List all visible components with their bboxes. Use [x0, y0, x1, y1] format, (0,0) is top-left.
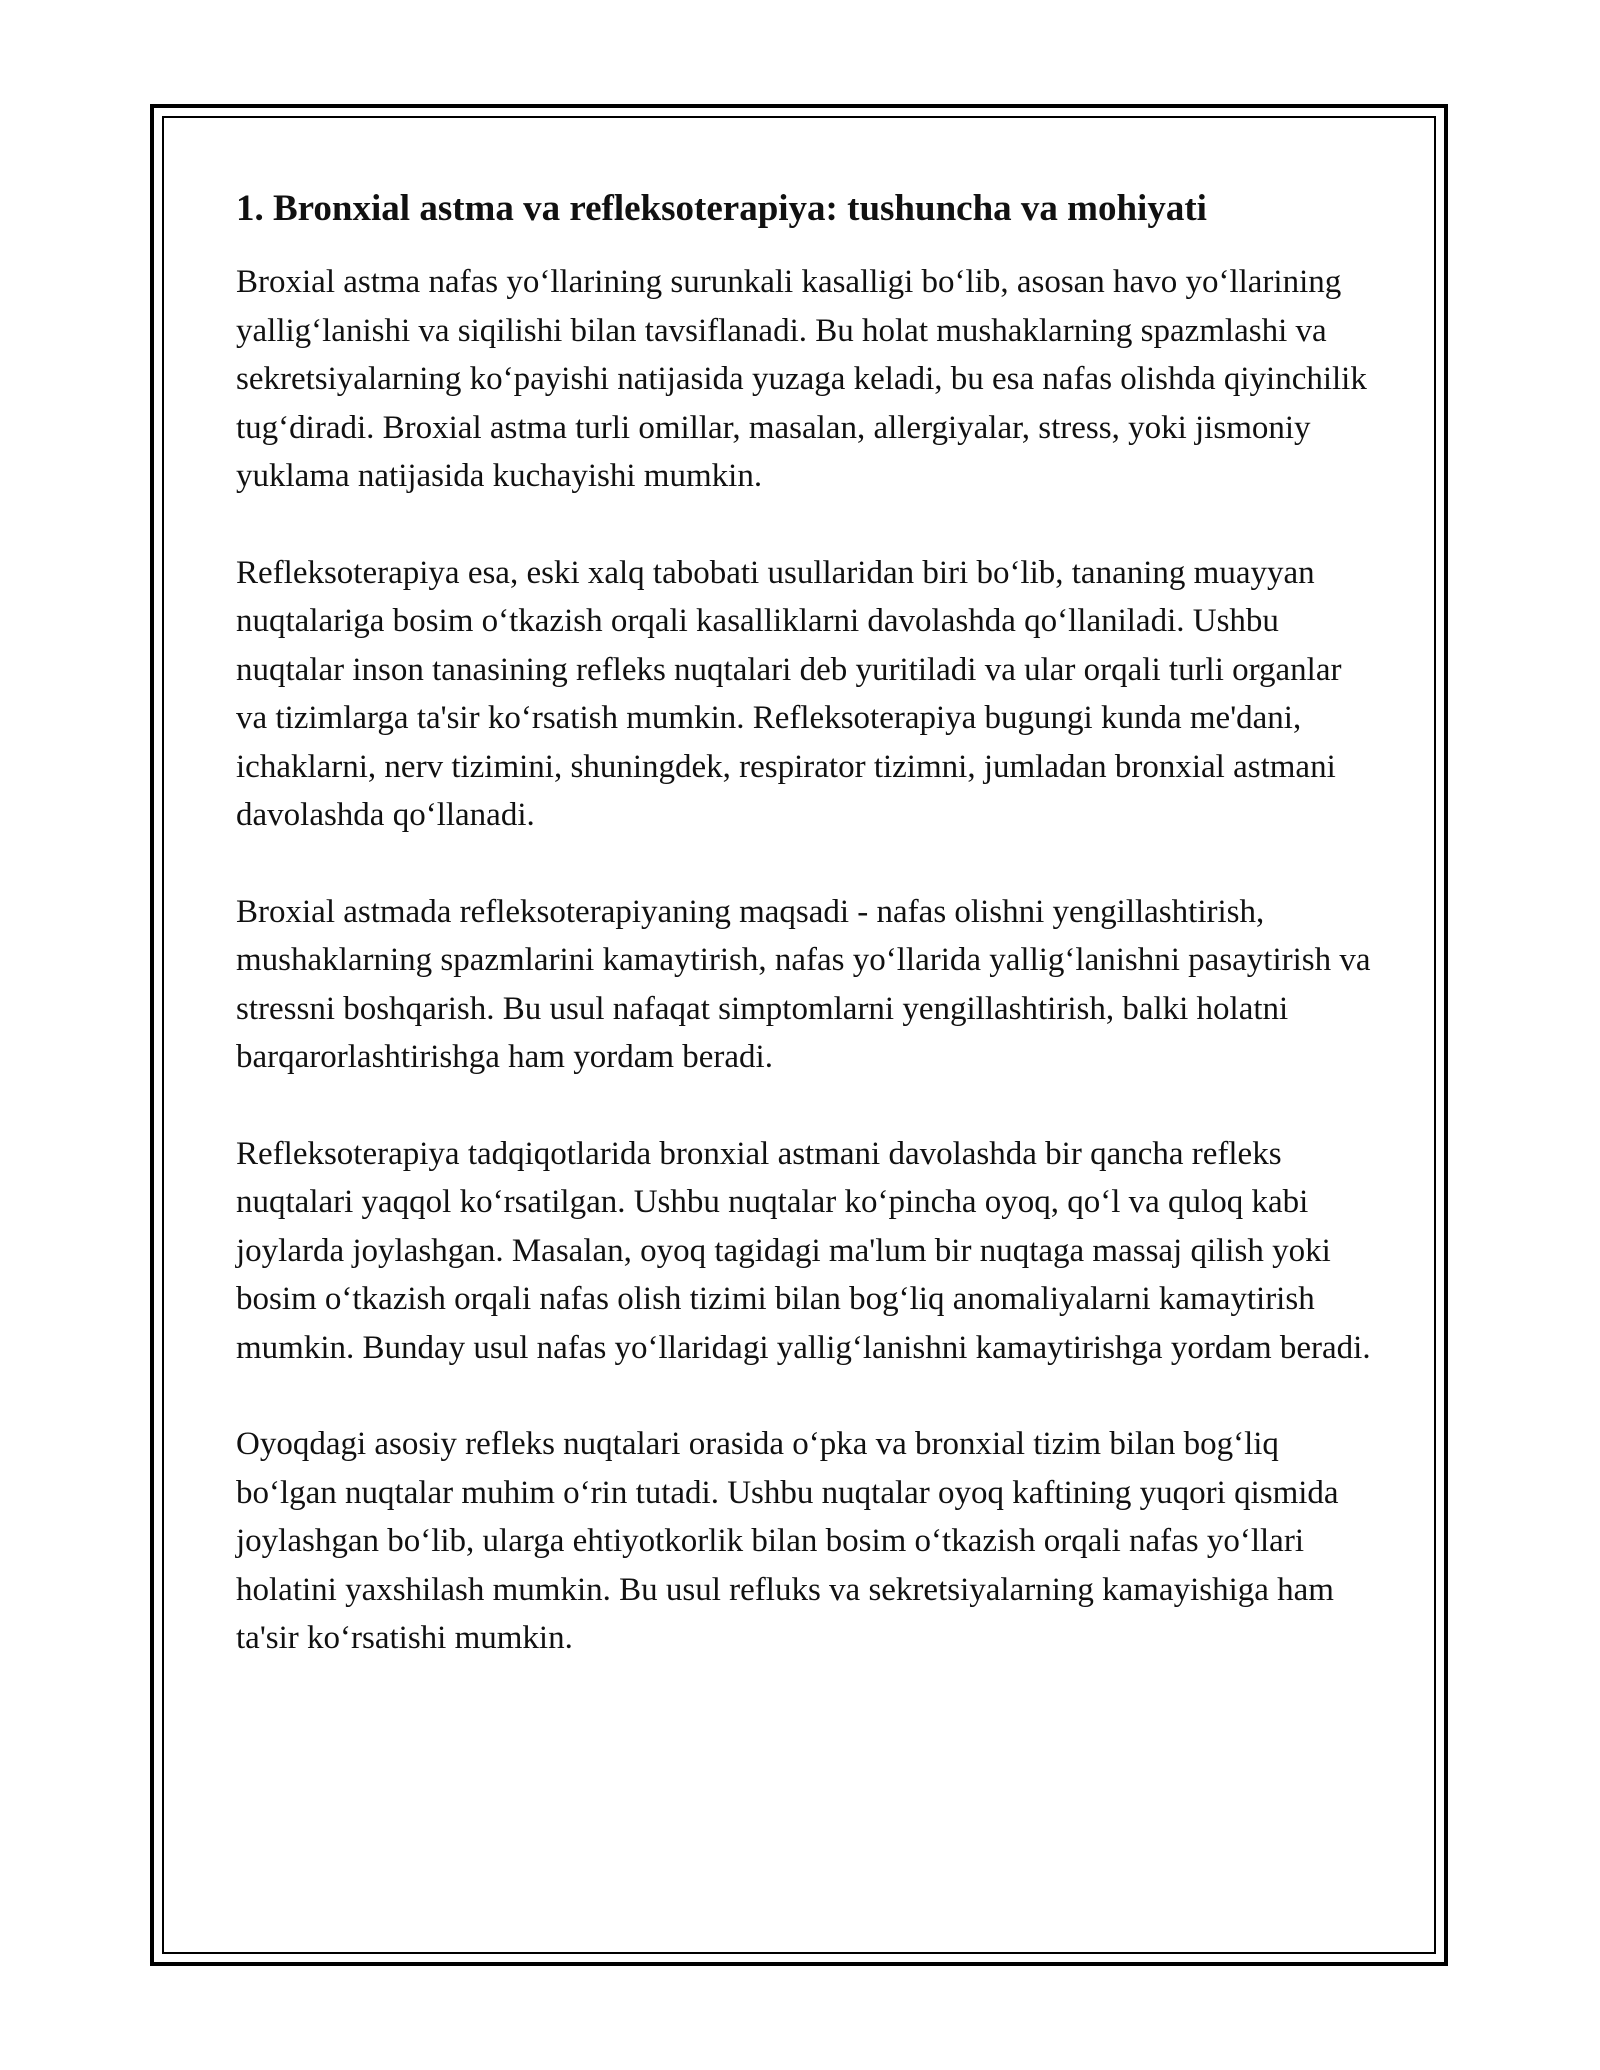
section-heading: 1. Bronxial astma va refleksoterapiya: tushuncha va mohiyati [236, 188, 1207, 229]
document-body [236, 186, 1376, 1711]
paragraph-3: Broxial astmada refleksoterapiyaning maqsadi - nafas olishni yengillashtirish, mushaklarning spazmlarini kamaytirish, nafas yo‘llarida yallig‘lanishni pasaytirish va stressni boshqarish. Bu usul nafaqat simptomlarni yengillashtirish, balki holatni barqarorlashtirishga ham yordam beradi. [236, 893, 1371, 1075]
paragraph-2: Refleksoterapiya esa, eski xalq tabobati usullaridan biri bo‘lib, tananing muayyan nuqtalariga bosim o‘tkazish orqali kasalliklarni davolashda qo‘llaniladi. Ushbu nuqtalar inson tanasining refleks nuqtalari deb yuritiladi va ular orqali turli organlar va tizimlarga ta'sir ko‘rsatish mumkin. Refleksoterapiya bugungi kunda me'dani, ichaklarni, nerv tizimini, shuningdek, respirator tizimni, jumladan bronxial astmani davolashda qo‘llanadi. [236, 554, 1342, 833]
paragraph-4: Refleksoterapiya tadqiqotlarida bronxial astmani davolashda bir qancha refleks nuqtalari yaqqol ko‘rsatilgan. Ushbu nuqtalar ko‘pincha oyoq, qo‘l va quloq kabi joylarda joylashgan. Masalan, oyoq tagidagi ma'lum bir nuqtaga massaj qilish yoki bosim o‘tkazish orqali nafas olish tizimi bilan bog‘liq anomaliyalarni kamaytirish mumkin. Bunday usul nafas yo‘llaridagi yallig‘lanishni kamaytirishga yordam beradi. [236, 1135, 1371, 1366]
paragraph-5: Oyoqdagi asosiy refleks nuqtalari orasida o‘pka va bronxial tizim bilan bog‘liq bo‘lgan nuqtalar muhim o‘rin tutadi. Ushbu nuqtalar oyoq kaftining yuqori qismida joylashgan bo‘lib, ularga ehtiyotkorlik bilan bosim o‘tkazish orqali nafas yo‘llari holatini yaxshilash mumkin. Bu usul refluks va sekretsiyalarning kamayishiga ham ta'sir ko‘rsatishi mumkin. [236, 1426, 1339, 1656]
paragraph-1: Broxial astma nafas yo‘llarining surunkali kasalligi bo‘lib, asosan havo yo‘llarining yallig‘lanishi va siqilishi bilan tavsiflanadi. Bu holat mushaklarning spazmlashi va sekretsiyalarning ko‘payishi natijasida yuzaga keladi, bu esa nafas olishda qiyinchilik tug‘diradi. Broxial astma turli omillar, masalan, allergiyalar, stress, yoki jismoniy yuklama natijasida kuchayishi mumkin. [236, 264, 1367, 494]
